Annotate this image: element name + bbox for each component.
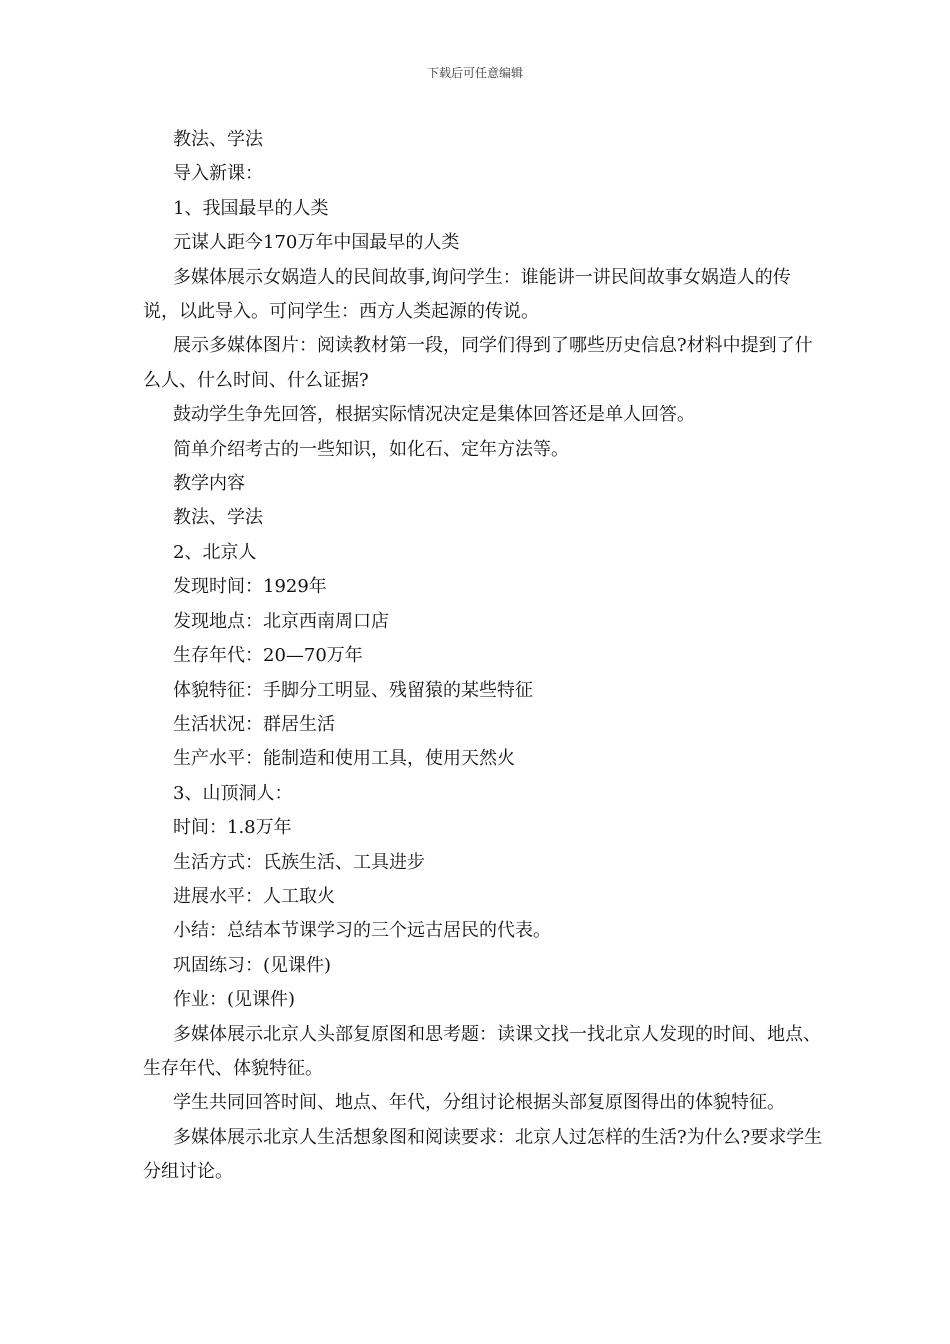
paragraph: 学生共同回答时间、地点、年代，分组讨论根据头部复原图得出的体貌特征。 (173, 1092, 785, 1114)
paragraph: 教学内容 (173, 473, 245, 495)
paragraph: 元谋人距今170万年中国最早的人类 (173, 232, 460, 254)
paragraph: 生活方式：氏族生活、工具进步 (173, 851, 425, 873)
document-body (143, 123, 823, 1190)
paragraph: 生存年代：20—70万年 (173, 645, 363, 667)
paragraph: 作业：(见课件) (173, 989, 296, 1011)
paragraph: 教法、学法 (173, 507, 263, 529)
paragraph: 体貌特征：手脚分工明显、残留猿的某些特征 (173, 679, 533, 701)
page-header: 下载后可任意编辑 (426, 66, 523, 80)
paragraph: 时间：1.8万年 (173, 817, 292, 839)
paragraph: 多媒体展示北京人头部复原图和思考题：读课文找一找北京人发现的时间、地点、生存年代、体貌特征。 (143, 1023, 821, 1079)
paragraph: 简单介绍考古的一些知识，如化石、定年方法等。 (173, 438, 569, 460)
paragraph: 导入新课： (173, 163, 263, 185)
paragraph: 生活状况：群居生活 (173, 713, 335, 735)
paragraph: 进展水平：人工取火 (173, 885, 335, 907)
paragraph: 展示多媒体图片：阅读教材第一段，同学们得到了哪些历史信息?材料中提到了什么人、什么时间、什么证据? (143, 335, 813, 391)
section-heading: 2、北京人 (173, 541, 257, 563)
paragraph: 多媒体展示北京人生活想象图和阅读要求：北京人过怎样的生活?为什么?要求学生分组讨论。 (143, 1126, 823, 1183)
paragraph: 发现时间：1929年 (173, 576, 327, 598)
paragraph: 教法、学法 (173, 129, 263, 150)
section-heading: 3、山顶洞人： (173, 782, 293, 804)
section-heading: 1、我国最早的人类 (173, 197, 329, 219)
paragraph: 发现地点：北京西南周口店 (173, 610, 389, 632)
paragraph: 生产水平：能制造和使用工具，使用天然火 (173, 748, 515, 770)
paragraph: 多媒体展示女娲造人的民间故事,询问学生：谁能讲一讲民间故事女娲造人的传说，以此导入。可问学生：西方人类起源的传说。 (143, 266, 791, 323)
paragraph: 巩固练习：(见课件) (173, 954, 332, 976)
paragraph: 小结：总结本节课学习的三个远古居民的代表。 (173, 920, 551, 942)
paragraph: 鼓动学生争先回答，根据实际情况决定是集体回答还是单人回答。 (173, 404, 695, 426)
